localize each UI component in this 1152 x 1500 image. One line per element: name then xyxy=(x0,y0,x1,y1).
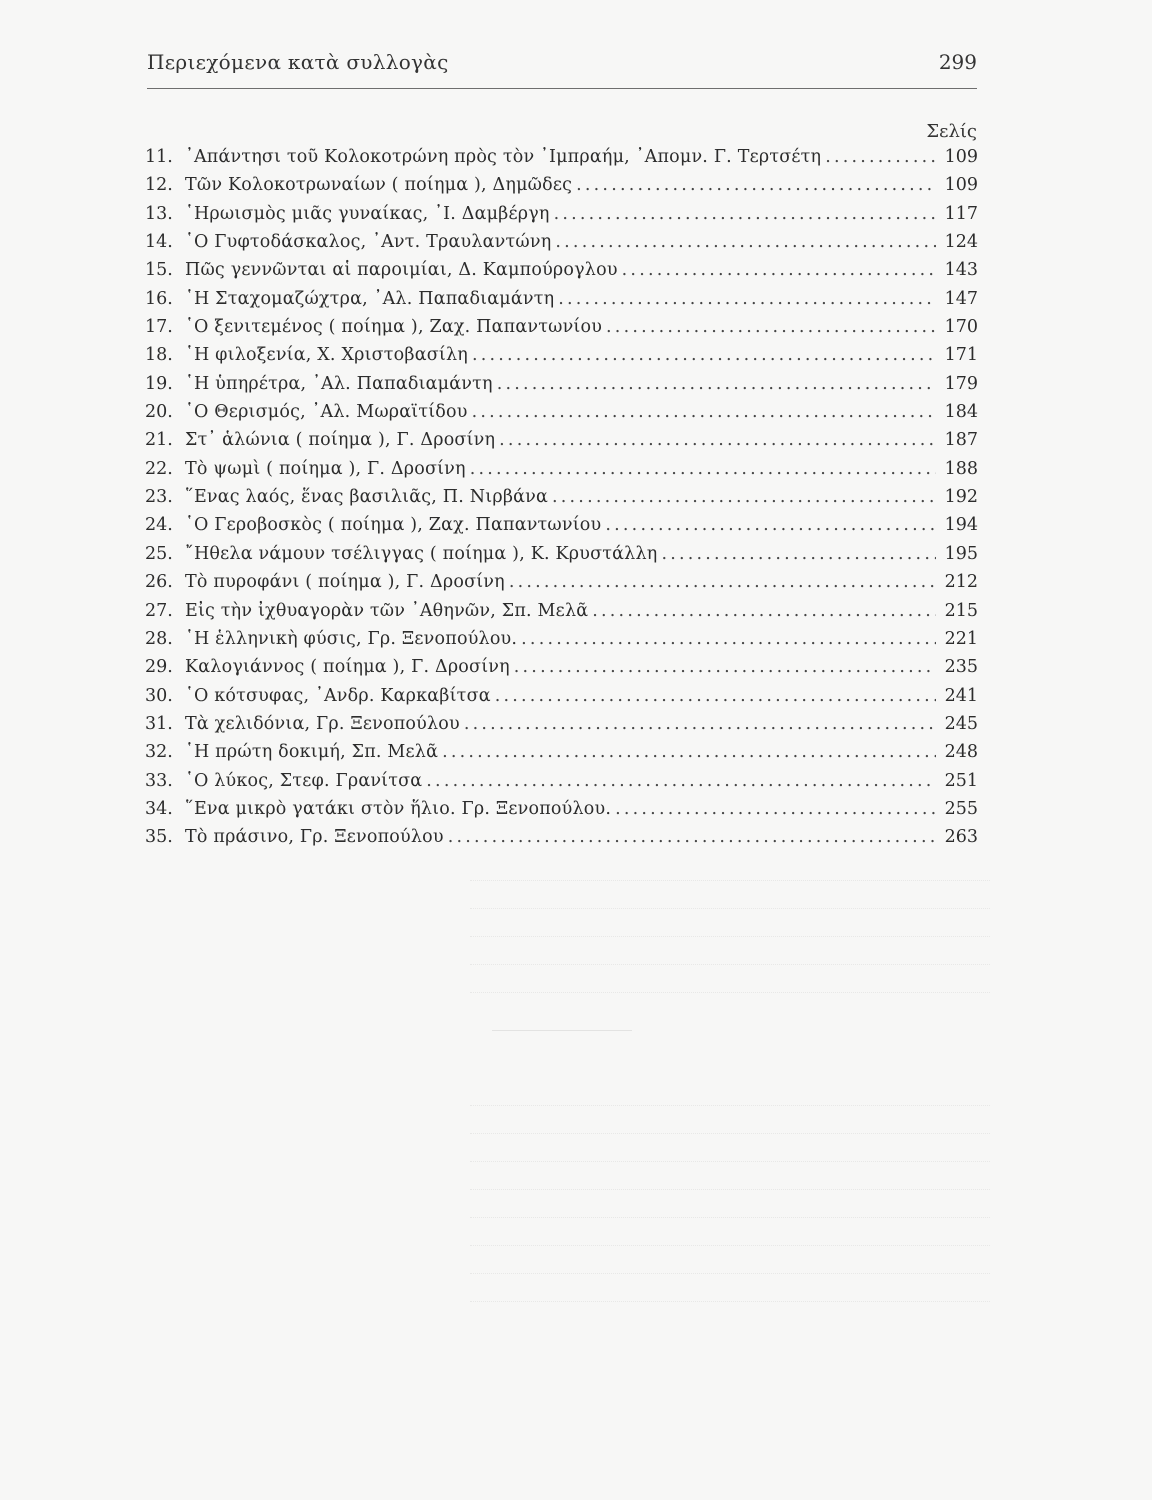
dot-leader xyxy=(509,572,936,592)
entry-number: 13. xyxy=(145,203,173,224)
entry-number: 19. xyxy=(145,373,173,394)
entry-title: ῾Η ὑπηρέτρα, ᾿Αλ. Παπαδιαμάντη xyxy=(185,373,493,394)
show-through-line xyxy=(470,992,990,1003)
dot-leader xyxy=(514,657,936,677)
dot-leader xyxy=(442,742,936,762)
entry-title: ῞Ενα μικρὸ γατάκι στὸν ἥλιο. Γρ. Ξενοπούλου. xyxy=(185,798,612,819)
dot-leader xyxy=(497,374,936,394)
entry-page-number: 124 xyxy=(944,232,978,253)
dot-leader xyxy=(622,260,936,280)
toc-entry xyxy=(145,487,978,515)
toc-entry xyxy=(145,260,978,288)
toc-entry xyxy=(145,345,978,373)
toc-entry xyxy=(145,742,978,770)
entry-title: Καλογιάννος ( ποίημα ), Γ. Δροσίνη xyxy=(185,657,510,678)
toc-entry xyxy=(145,204,978,232)
show-through-line xyxy=(470,1245,990,1256)
dot-leader xyxy=(472,345,936,365)
entry-number: 35. xyxy=(145,827,173,848)
entry-page-number: 187 xyxy=(944,430,978,451)
entry-page-number: 188 xyxy=(944,458,978,479)
entry-number: 27. xyxy=(145,600,173,621)
running-head xyxy=(147,50,977,84)
entry-number: 33. xyxy=(145,770,173,791)
entry-number: 29. xyxy=(145,657,173,678)
entry-title: ῾Η Σταχομαζώχτρα, ᾿Αλ. Παπαδιαμάντη xyxy=(185,288,555,309)
entry-title: Τὸ πυροφάνι ( ποίημα ), Γ. Δροσίνη xyxy=(185,572,505,593)
entry-title: ῾Ο λύκος, Στεφ. Γρανίτσα xyxy=(185,770,423,791)
running-title: Περιεχόμενα κατὰ συλλογὰς xyxy=(147,50,449,74)
entry-page-number: 170 xyxy=(944,317,978,338)
entry-page-number: 117 xyxy=(944,203,978,224)
toc-entry xyxy=(145,515,978,543)
toc-entry xyxy=(145,827,978,855)
toc-entry xyxy=(145,147,978,175)
entry-number: 25. xyxy=(145,543,173,564)
entry-title: Πῶς γεννῶνται αἱ παροιμίαι, Δ. Καμπούρογλου xyxy=(185,260,618,281)
dot-leader xyxy=(576,175,936,195)
toc-entry xyxy=(145,629,978,657)
entry-title: ῾Ο ξενιτεμένος ( ποίημα ), Ζαχ. Παπαντωνίου xyxy=(185,317,603,338)
entry-title: Τὸ πράσινο, Γρ. Ξενοπούλου xyxy=(185,827,444,848)
toc-entry xyxy=(145,657,978,685)
entry-page-number: 143 xyxy=(944,260,978,281)
entry-number: 12. xyxy=(145,175,173,196)
entry-title: Στ᾿ ἁλώνια ( ποίημα ), Γ. Δροσίνη xyxy=(185,430,496,451)
show-through-line xyxy=(470,1273,990,1284)
entry-title: ῎Ηθελα νάμουν τσέλιγγας ( ποίημα ), Κ. Κρυστάλλη xyxy=(185,543,658,564)
entry-page-number: 255 xyxy=(944,798,978,819)
entry-page-number: 221 xyxy=(944,628,978,649)
toc-entry xyxy=(145,317,978,345)
table-of-contents xyxy=(145,147,978,856)
entry-title: ῾Η ἑλληνικὴ φύσις, Γρ. Ξενοπούλου. xyxy=(185,628,518,649)
entry-title: ῾Ο κότσυφας, ᾿Ανδρ. Καρκαβίτσα xyxy=(185,685,491,706)
entry-number: 26. xyxy=(145,572,173,593)
show-through-line xyxy=(470,1133,990,1144)
entry-title: ῾Η πρώτη δοκιμή, Σπ. Μελᾶ xyxy=(185,742,439,763)
toc-entry xyxy=(145,402,978,430)
dot-leader xyxy=(464,714,936,734)
dot-leader xyxy=(825,147,936,167)
dot-leader xyxy=(470,459,936,479)
entry-page-number: 192 xyxy=(944,487,978,508)
entry-page-number: 212 xyxy=(944,572,978,593)
toc-entry xyxy=(145,374,978,402)
toc-entry xyxy=(145,459,978,487)
dot-leader xyxy=(552,487,936,507)
dot-leader xyxy=(448,827,936,847)
toc-entry xyxy=(145,175,978,203)
dot-leader xyxy=(606,317,936,337)
entry-number: 23. xyxy=(145,487,173,508)
dot-leader xyxy=(558,289,936,309)
toc-entry xyxy=(145,572,978,600)
entry-page-number: 147 xyxy=(944,288,978,309)
entry-page-number: 248 xyxy=(944,742,978,763)
entry-number: 31. xyxy=(145,713,173,734)
entry-number: 30. xyxy=(145,685,173,706)
header-rule xyxy=(147,88,977,89)
show-through-line xyxy=(470,908,990,919)
entry-number: 15. xyxy=(145,260,173,281)
dot-leader xyxy=(499,430,936,450)
toc-entry xyxy=(145,232,978,260)
entry-number: 32. xyxy=(145,742,173,763)
entry-title: Τὰ χελιδόνια, Γρ. Ξενοπούλου xyxy=(185,713,460,734)
dot-leader xyxy=(605,515,936,535)
toc-entry xyxy=(145,430,978,458)
entry-number: 20. xyxy=(145,402,173,423)
entry-page-number: 235 xyxy=(944,657,978,678)
entry-number: 18. xyxy=(145,345,173,366)
entry-number: 34. xyxy=(145,798,173,819)
dot-leader xyxy=(555,232,936,252)
dot-leader xyxy=(661,544,936,564)
entry-title: Εἰς τὴν ἰχθυαγορὰν τῶν ᾿Αθηνῶν, Σπ. Μελᾶ xyxy=(185,600,589,621)
toc-entry xyxy=(145,714,978,742)
entry-title: ῾Η φιλοξενία, Χ. Χριστοβασίλη xyxy=(185,345,468,366)
entry-number: 28. xyxy=(145,628,173,649)
dot-leader xyxy=(495,686,936,706)
entry-page-number: 241 xyxy=(944,685,978,706)
show-through-line xyxy=(470,1301,990,1312)
entry-page-number: 195 xyxy=(944,543,978,564)
entry-title: ῞Ενας λαός, ἕνας βασιλιᾶς, Π. Νιρβάνα xyxy=(185,487,549,508)
entry-page-number: 109 xyxy=(944,175,978,196)
entry-title: ῾Ηρωισμὸς μιᾶς γυναίκας, ᾿Ι. Δαμβέργη xyxy=(185,203,550,224)
entry-page-number: 179 xyxy=(944,373,978,394)
dot-leader xyxy=(554,204,936,224)
toc-entry xyxy=(145,771,978,799)
entry-number: 17. xyxy=(145,317,173,338)
toc-entry xyxy=(145,544,978,572)
entry-number: 22. xyxy=(145,458,173,479)
toc-entry xyxy=(145,601,978,629)
dot-leader xyxy=(426,771,936,791)
entry-number: 11. xyxy=(145,147,173,167)
dot-leader xyxy=(521,629,936,649)
show-through-line xyxy=(470,1105,990,1116)
entry-page-number: 263 xyxy=(944,827,978,848)
entry-page-number: 245 xyxy=(944,713,978,734)
toc-entry xyxy=(145,686,978,714)
show-through-line xyxy=(470,964,990,975)
dot-leader xyxy=(472,402,936,422)
entry-page-number: 109 xyxy=(944,147,978,167)
entry-title: ῾Ο Θερισμός, ᾿Αλ. Μωραϊτίδου xyxy=(185,402,468,423)
show-through-rule xyxy=(492,1030,632,1031)
entry-page-number: 171 xyxy=(944,345,978,366)
entry-title: Τὸ ψωμὶ ( ποίημα ), Γ. Δροσίνη xyxy=(185,458,466,479)
entry-number: 16. xyxy=(145,288,173,309)
toc-entry xyxy=(145,799,978,827)
toc-entry xyxy=(145,289,978,317)
entry-number: 21. xyxy=(145,430,173,451)
page-column-label: Σελίς xyxy=(926,121,977,142)
entry-page-number: 251 xyxy=(944,770,978,791)
show-through-line xyxy=(470,1217,990,1228)
entry-page-number: 215 xyxy=(944,600,978,621)
show-through-line xyxy=(470,1161,990,1172)
show-through-line xyxy=(470,880,990,891)
show-through-line xyxy=(470,936,990,947)
entry-title: ῾Ο Γυφτοδάσκαλος, ᾿Αντ. Τραυλαντώνη xyxy=(185,232,552,253)
entry-page-number: 194 xyxy=(944,515,978,536)
entry-number: 24. xyxy=(145,515,173,536)
entry-page-number: 184 xyxy=(944,402,978,423)
dot-leader xyxy=(615,799,936,819)
show-through-line xyxy=(470,1189,990,1200)
entry-number: 14. xyxy=(145,232,173,253)
dot-leader xyxy=(592,601,936,621)
page-number: 299 xyxy=(938,50,977,74)
entry-title: ῾Ο Γεροβοσκὸς ( ποίημα ), Ζαχ. Παπαντωνίου xyxy=(185,515,602,536)
entry-title: Τῶν Κολοκοτρωναίων ( ποίημα ), Δημῶδες xyxy=(185,175,573,196)
entry-title: ᾿Απάντησι τοῦ Κολοκοτρώνη πρὸς τὸν ᾿Ιμπραήμ, ᾿Απομν. Γ. Τερτσέτη xyxy=(185,147,822,167)
